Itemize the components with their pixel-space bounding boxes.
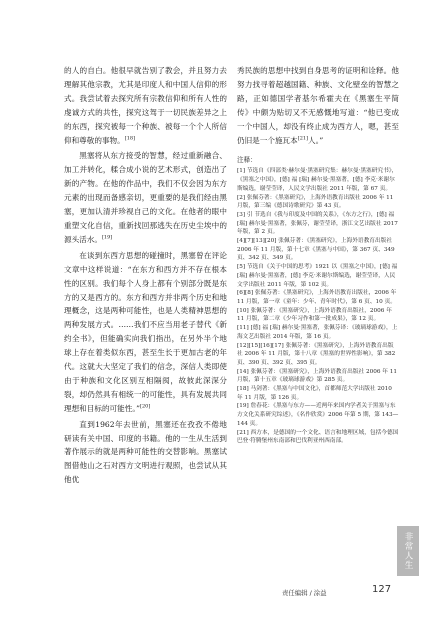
section-side-tab-label: 非常人生 (403, 532, 413, 570)
footnote-item: [18] 马剑著：《黑塞与中国文化》，首都师范大学出版社 2010 年 11 月版，第 126 页。 (237, 386, 392, 401)
footnote-item: [6][8] 张佩芬著：《黑塞研究》，上海外语教育出版社，2006 年 11 月版，第一章《童年：少年、青年时代》，第 6 页、10 页。 (237, 290, 397, 305)
right-column (237, 64, 399, 446)
notes-list (237, 167, 399, 446)
notes-heading: 注释： (237, 156, 257, 165)
body-paragraph: 直到1962年去世前，黑塞还在孜孜不倦地研读有关中国、印度的书籍。他的一生从生活到著作展示的就是两种可能性的交替影响。黑塞试图借他山之石对西方文明进行观照，也尝试从其他优 (64, 419, 227, 485)
left-column (64, 64, 227, 487)
footnote-ref: [18] (124, 135, 136, 141)
footnote-item: [1] 节选自《四部类·赫尔曼·黑塞研究集：赫尔曼·黑塞研究书》，《黑塞之中国》，[德] 福 [瑞] 赫尔曼·黑塞著，[德] 李克·米谢尔斯编选，谢莹莹译，人民文学出版社 2011 年版，第 67 页。 (237, 168, 398, 192)
page-number: 127 (372, 584, 392, 595)
body-paragraph: 在谈到东西方思想的碰撞时，黑塞曾在评论文章中这样说道：“在东方和西方并不存在根本性的区别。我们每个人身上都有个别部分既是东方的又是西方的。东方和西方并非两个历史和地理概念，这是两种可能性，也是人类精神思想的两种发展方式。……我们不应当用老子替代《新约全书》，但能确实向我们指出，在另外半个地球上存在着类似东西，甚至生长于更加古老的年代。这就大大坚定了我们的信念，深信人类即使由于种族和文化区别互相隔阂，故彼此深深分裂，却仍然具有相统一的可能性，具有发展共同理想和目标的可能性。”[20] (64, 250, 227, 413)
footnote-item: [19] 詹春花：《黑塞与东方——近两年来国内学者关于黑塞与东方文化关系研究综述》，《名作欣赏》2006 年第 5 期，第 143—144 页。 (237, 403, 399, 427)
footnote-item: [12][15][16][17] 张佩芬著：《黑塞研究》，上海外语教育出版社 2006 年 11 月版，第十八章《黑塞的世界性影响》，第 382 页、390 页、392 页、395 页。 (237, 342, 396, 366)
footnote-item: [10] 张佩芬著：《黑塞研究》，上海外语教育出版社，2006 年 11 月版，第二章《少年习作和第一批成果》，第 12 页。 (237, 307, 392, 323)
footer-editor: 责任编辑 / 涂益 (282, 589, 327, 597)
footnote-item: [2] 张佩芬著：《黑塞研究》，上海外语教育出版社 2006 年 11 月版，第三编《德国诗歌研究》第 43 页。 (237, 194, 394, 210)
right-body-paragraph: 秀民族的思想中找到自身思考的证明和诠释。他努力找寻着超越国籍、种族、文化壁垒的智慧之路，正如德国学者基尔希霍夫在《黑塞生平简传》中颇为贴切又不无感慨地写道：“他已变成一个中国人，却没有终止成为西方人，嗯，甚至仍旧是一个施瓦本[21]人。” (237, 66, 399, 145)
footnote-item: [5] 节选自《关于中国的思考》1921 以《黑塞之中国》，[德] 福 [瑞] 赫尔曼·黑塞著，[德] 李克·米谢尔斯编选，谢莹莹译，人民文学出版社 2011 年版，第 102 页。 (237, 264, 398, 288)
footnote-item: [11] [德] 福 [瑞] 赫尔曼·黑塞著，张佩芬译：《玻璃球游戏》，上海文艺出版社 2014 年版，第 16 页。 (237, 325, 398, 340)
body-paragraph: 的人的自白。他很早就告别了教会，并且努力去理解其他宗教，尤其是印度人和中国人信仰的形式。我尝试着去探究所有宗教信仰和所有人性的虔诚方式的共性，探究这驾于一切民族差异之上的东西，探究被每一个种族、被每一个个人所信仰和尊敬的事物。[18] (64, 66, 227, 145)
footnote-ref: [20] (140, 403, 151, 410)
footnote-ref: [19] (101, 234, 113, 241)
footnote-item: [3] 引 节选自《我与印度及中国的关系》，《东方之行》，[德] 福 [瑞] 赫尔曼·黑塞著，张佩芬，谢莹莹译，浙江文艺出版社 2017 年版，第 2 页。 (237, 211, 398, 236)
footnote-item: [14] 张佩芬著：《黑塞研究》，上海外语教育出版社 2006 年 11 月版，第十五章《玻璃球游戏》第 285 页。 (237, 368, 398, 384)
body-paragraph: 黑塞将从东方接受的智慧，经过重新融合、加工并转化，糅合成小说的艺术形式，创造出了新的产物。在他的作品中，我们不仅会因为东方元素的出现而备感亲切，更重要的是我们经由黑塞，更加认清并珍视自己的文化。在他者的眼中重塑文化自信，重新找回那逃失在历史尘埃中的源头活水。[19] (64, 151, 227, 244)
footnote-item: [4][7][13][20] 张佩芬著：《黑塞研究》，上海外语教育出版社 2006 年 11 月版，第十七章《黑塞与中国》，第 367 页、349 页、342 页、349 页。 (237, 238, 395, 262)
section-side-tab (397, 526, 419, 576)
footnote-item: [21] 西方本，是德国的一个文化、语言和地理区域，包括今德国巴登·符腾堡州东南部和巴伐利亚州西南部。 (237, 429, 399, 445)
notes-section (237, 155, 399, 446)
